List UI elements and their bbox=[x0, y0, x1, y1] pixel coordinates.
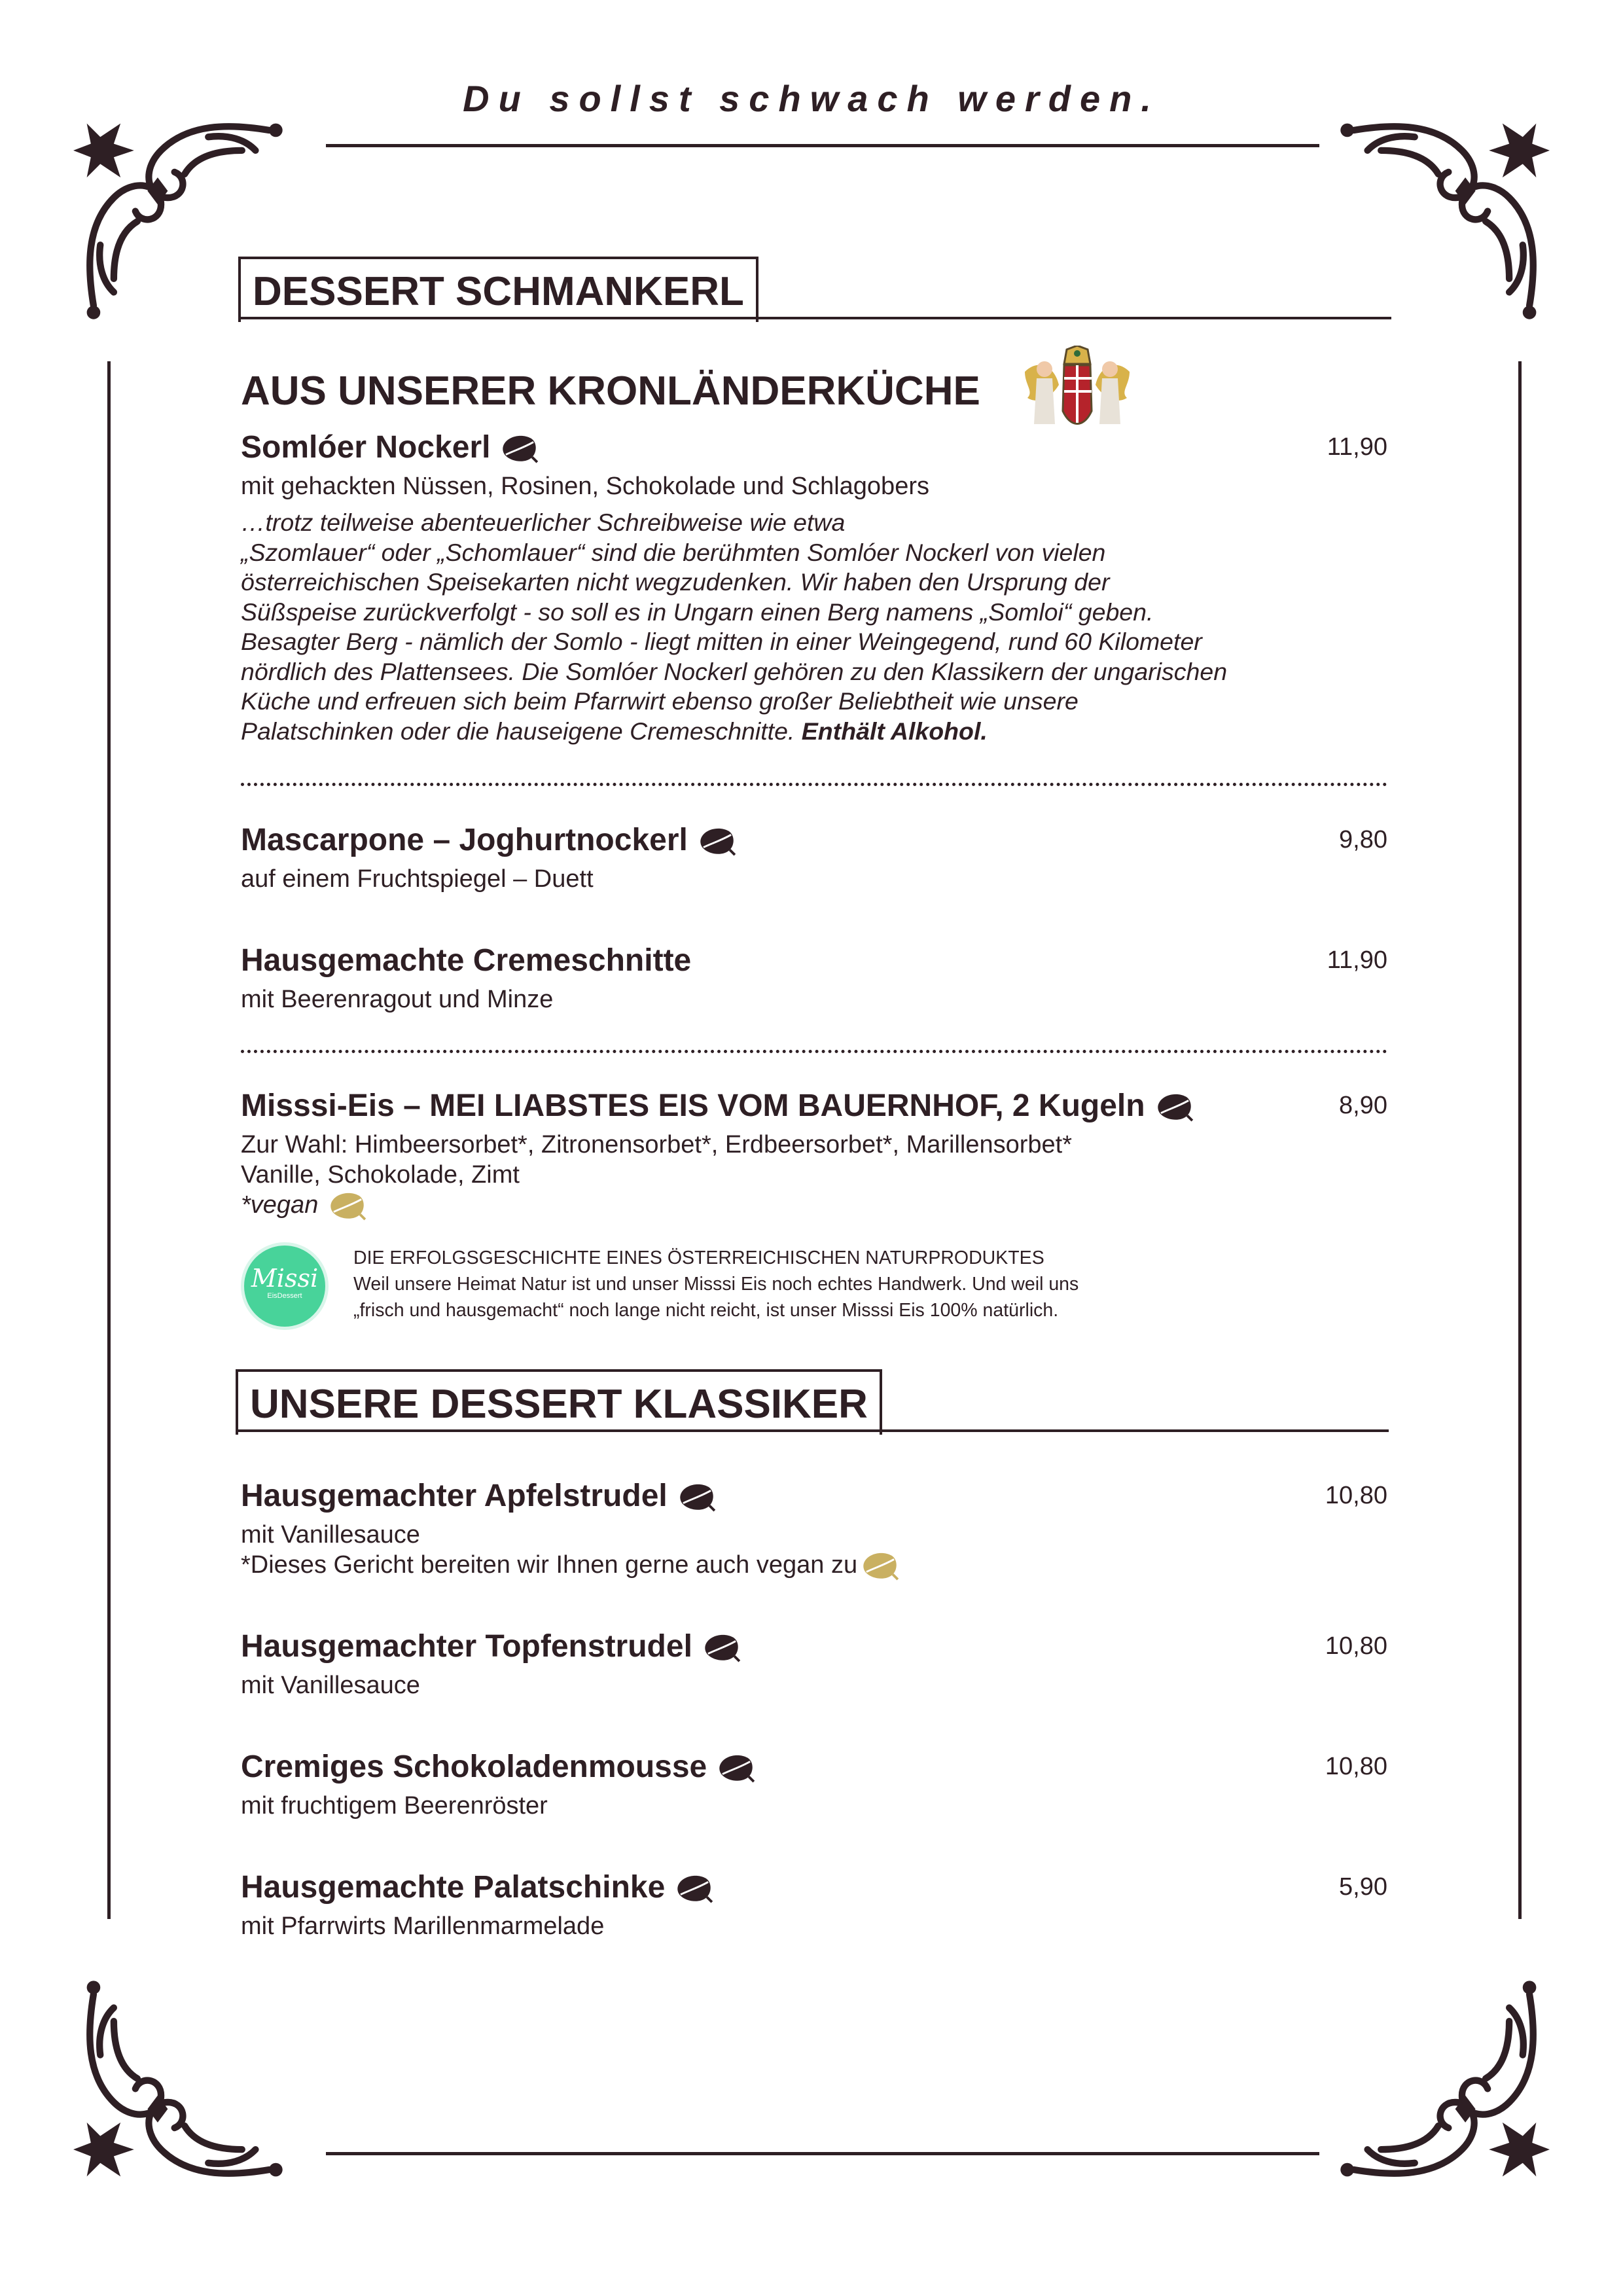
alcohol-note: Enthält Alkohol. bbox=[801, 717, 988, 745]
story-line: Süßspeise zurückverfolgt - so soll es in Ungarn einen Berg namens „Somloi“ geben. bbox=[241, 598, 1154, 626]
item-description: mit Beerenragout und Minze bbox=[241, 986, 554, 1013]
section-rule-2 bbox=[236, 1429, 1389, 1432]
item-price: 9,80 bbox=[1339, 826, 1387, 853]
item-price: 10,80 bbox=[1325, 1632, 1387, 1660]
subheading-text: AUS UNSERER KRONLÄNDERKÜCHE bbox=[241, 368, 980, 414]
dotted-divider bbox=[241, 1050, 1387, 1053]
leaf-icon-dark bbox=[698, 826, 736, 857]
story-line: „Szomlauer“ oder „Schomlauer“ sind die berühmten Somlóer Nockerl von vielen bbox=[241, 538, 1106, 566]
item-price: 10,80 bbox=[1325, 1753, 1387, 1780]
leaf-icon-gold bbox=[861, 1551, 899, 1582]
item-price: 11,90 bbox=[1327, 946, 1387, 974]
item-name: Hausgemachte Cremeschnitte bbox=[241, 943, 692, 978]
leaf-icon-dark bbox=[703, 1632, 741, 1664]
item-price: 10,80 bbox=[1325, 1482, 1387, 1509]
corner-ornament-bottom-right bbox=[1334, 1974, 1550, 2190]
leaf-icon-dark bbox=[717, 1753, 755, 1784]
missi-logo-subtext: EisDessert bbox=[267, 1292, 302, 1300]
story-line: nördlich des Plattensees. Die Somlóer Nockerl gehören zu den Klassikern der ungarischen bbox=[241, 657, 1228, 685]
item-description: mit Vanillesauce bbox=[241, 1672, 420, 1699]
item-name: Somlóer Nockerl bbox=[241, 430, 491, 465]
leaf-icon-dark bbox=[675, 1873, 713, 1905]
menu-item-misssi-eis bbox=[241, 1086, 1387, 1222]
story-line: Palatschinken oder die hauseigene Cremeschnitte. bbox=[241, 717, 795, 745]
story-line: …trotz teilweise abenteuerlicher Schreibweise wie etwa bbox=[241, 509, 846, 536]
section-title-dessert-klassiker: UNSERE DESSERT KLASSIKER bbox=[236, 1369, 882, 1435]
section-rule-1 bbox=[238, 317, 1391, 319]
subheading-kronlaender bbox=[241, 368, 980, 414]
item-name: Hausgemachte Palatschinke bbox=[241, 1870, 666, 1905]
menu-item-somloer-nockerl bbox=[241, 428, 1387, 746]
right-border bbox=[1518, 361, 1522, 1919]
item-name: Hausgemachter Apfelstrudel bbox=[241, 1479, 668, 1513]
leaf-icon-dark bbox=[678, 1482, 716, 1513]
item-description: Zur Wahl: Himbeersorbet*, Zitronensorbet*, Erdbeersorbet*, Marillensorbet* bbox=[241, 1131, 1073, 1158]
vegan-note: *vegan bbox=[241, 1191, 319, 1219]
coat-of-arms-icon bbox=[1018, 346, 1136, 437]
menu-item-apfelstrudel bbox=[241, 1477, 1387, 1582]
missi-logo bbox=[241, 1242, 329, 1330]
bottom-rule bbox=[326, 2152, 1319, 2155]
item-description: mit Pfarrwirts Marillenmarmelade bbox=[241, 1912, 605, 1940]
missi-info bbox=[353, 1245, 1079, 1323]
section-title-dessert-schmankerl: DESSERT SCHMANKERL bbox=[238, 257, 758, 322]
item-name: Mascarpone – Joghurtnockerl bbox=[241, 823, 688, 857]
item-name: Cremiges Schokoladenmousse bbox=[241, 1749, 707, 1784]
menu-item-schokoladenmousse bbox=[241, 1748, 1387, 1821]
item-price: 8,90 bbox=[1339, 1092, 1387, 1119]
top-rule bbox=[326, 144, 1319, 147]
item-price: 5,90 bbox=[1339, 1873, 1387, 1901]
dotted-divider bbox=[241, 783, 1387, 786]
item-description: Vanille, Schokolade, Zimt bbox=[241, 1161, 520, 1189]
menu-item-cremeschnitte bbox=[241, 941, 1387, 1014]
item-price: 11,90 bbox=[1327, 433, 1387, 461]
missi-text-line: Weil unsere Heimat Natur ist und unser Misssi Eis noch echtes Handwerk. Und weil uns bbox=[353, 1274, 1079, 1295]
menu-item-mascarpone-joghurtnockerl bbox=[241, 821, 1387, 894]
item-name: Hausgemachter Topfenstrudel bbox=[241, 1629, 692, 1664]
vegan-note: *Dieses Gericht bereiten wir Ihnen gerne auch vegan zu bbox=[241, 1551, 858, 1579]
leaf-icon-gold bbox=[329, 1191, 366, 1222]
corner-ornament-top-right bbox=[1334, 110, 1550, 326]
missi-text-line: „frisch und hausgemacht“ noch lange nicht reicht, ist unser Misssi Eis 100% natürlich. bbox=[353, 1300, 1059, 1321]
menu-item-topfenstrudel bbox=[241, 1627, 1387, 1700]
left-border bbox=[107, 361, 111, 1919]
story-line: Küche und erfreuen sich beim Pfarrwirt ebenso großer Beliebtheit wie unsere bbox=[241, 687, 1079, 715]
leaf-icon-dark bbox=[501, 433, 539, 465]
leaf-icon-dark bbox=[1156, 1092, 1194, 1123]
corner-ornament-bottom-left bbox=[73, 1974, 289, 2190]
item-description: mit Vanillesauce bbox=[241, 1521, 420, 1549]
story-line: österreichischen Speisekarten nicht wegzudenken. Wir haben den Ursprung der bbox=[241, 568, 1110, 596]
item-description: mit gehackten Nüssen, Rosinen, Schokolade und Schlagobers bbox=[241, 473, 929, 500]
item-description: mit fruchtigem Beerenröster bbox=[241, 1792, 548, 1820]
item-story bbox=[241, 508, 1387, 746]
tagline: Du sollst schwach werden. bbox=[463, 78, 1160, 119]
story-line: Besagter Berg - nämlich der Somlo - liegt mitten in einer Weingegend, rund 60 Kilometer bbox=[241, 628, 1202, 655]
item-name: Misssi-Eis – MEI LIABSTES EIS VOM BAUERNHOF, 2 Kugeln bbox=[241, 1088, 1145, 1123]
missi-headline: DIE ERFOLGSGESCHICHTE EINES ÖSTERREICHISCHEN NATURPRODUKTES bbox=[353, 1247, 1044, 1268]
menu-item-palatschinke bbox=[241, 1868, 1387, 1941]
item-description: auf einem Fruchtspiegel – Duett bbox=[241, 865, 594, 893]
missi-logo-text: Missi bbox=[251, 1264, 319, 1293]
